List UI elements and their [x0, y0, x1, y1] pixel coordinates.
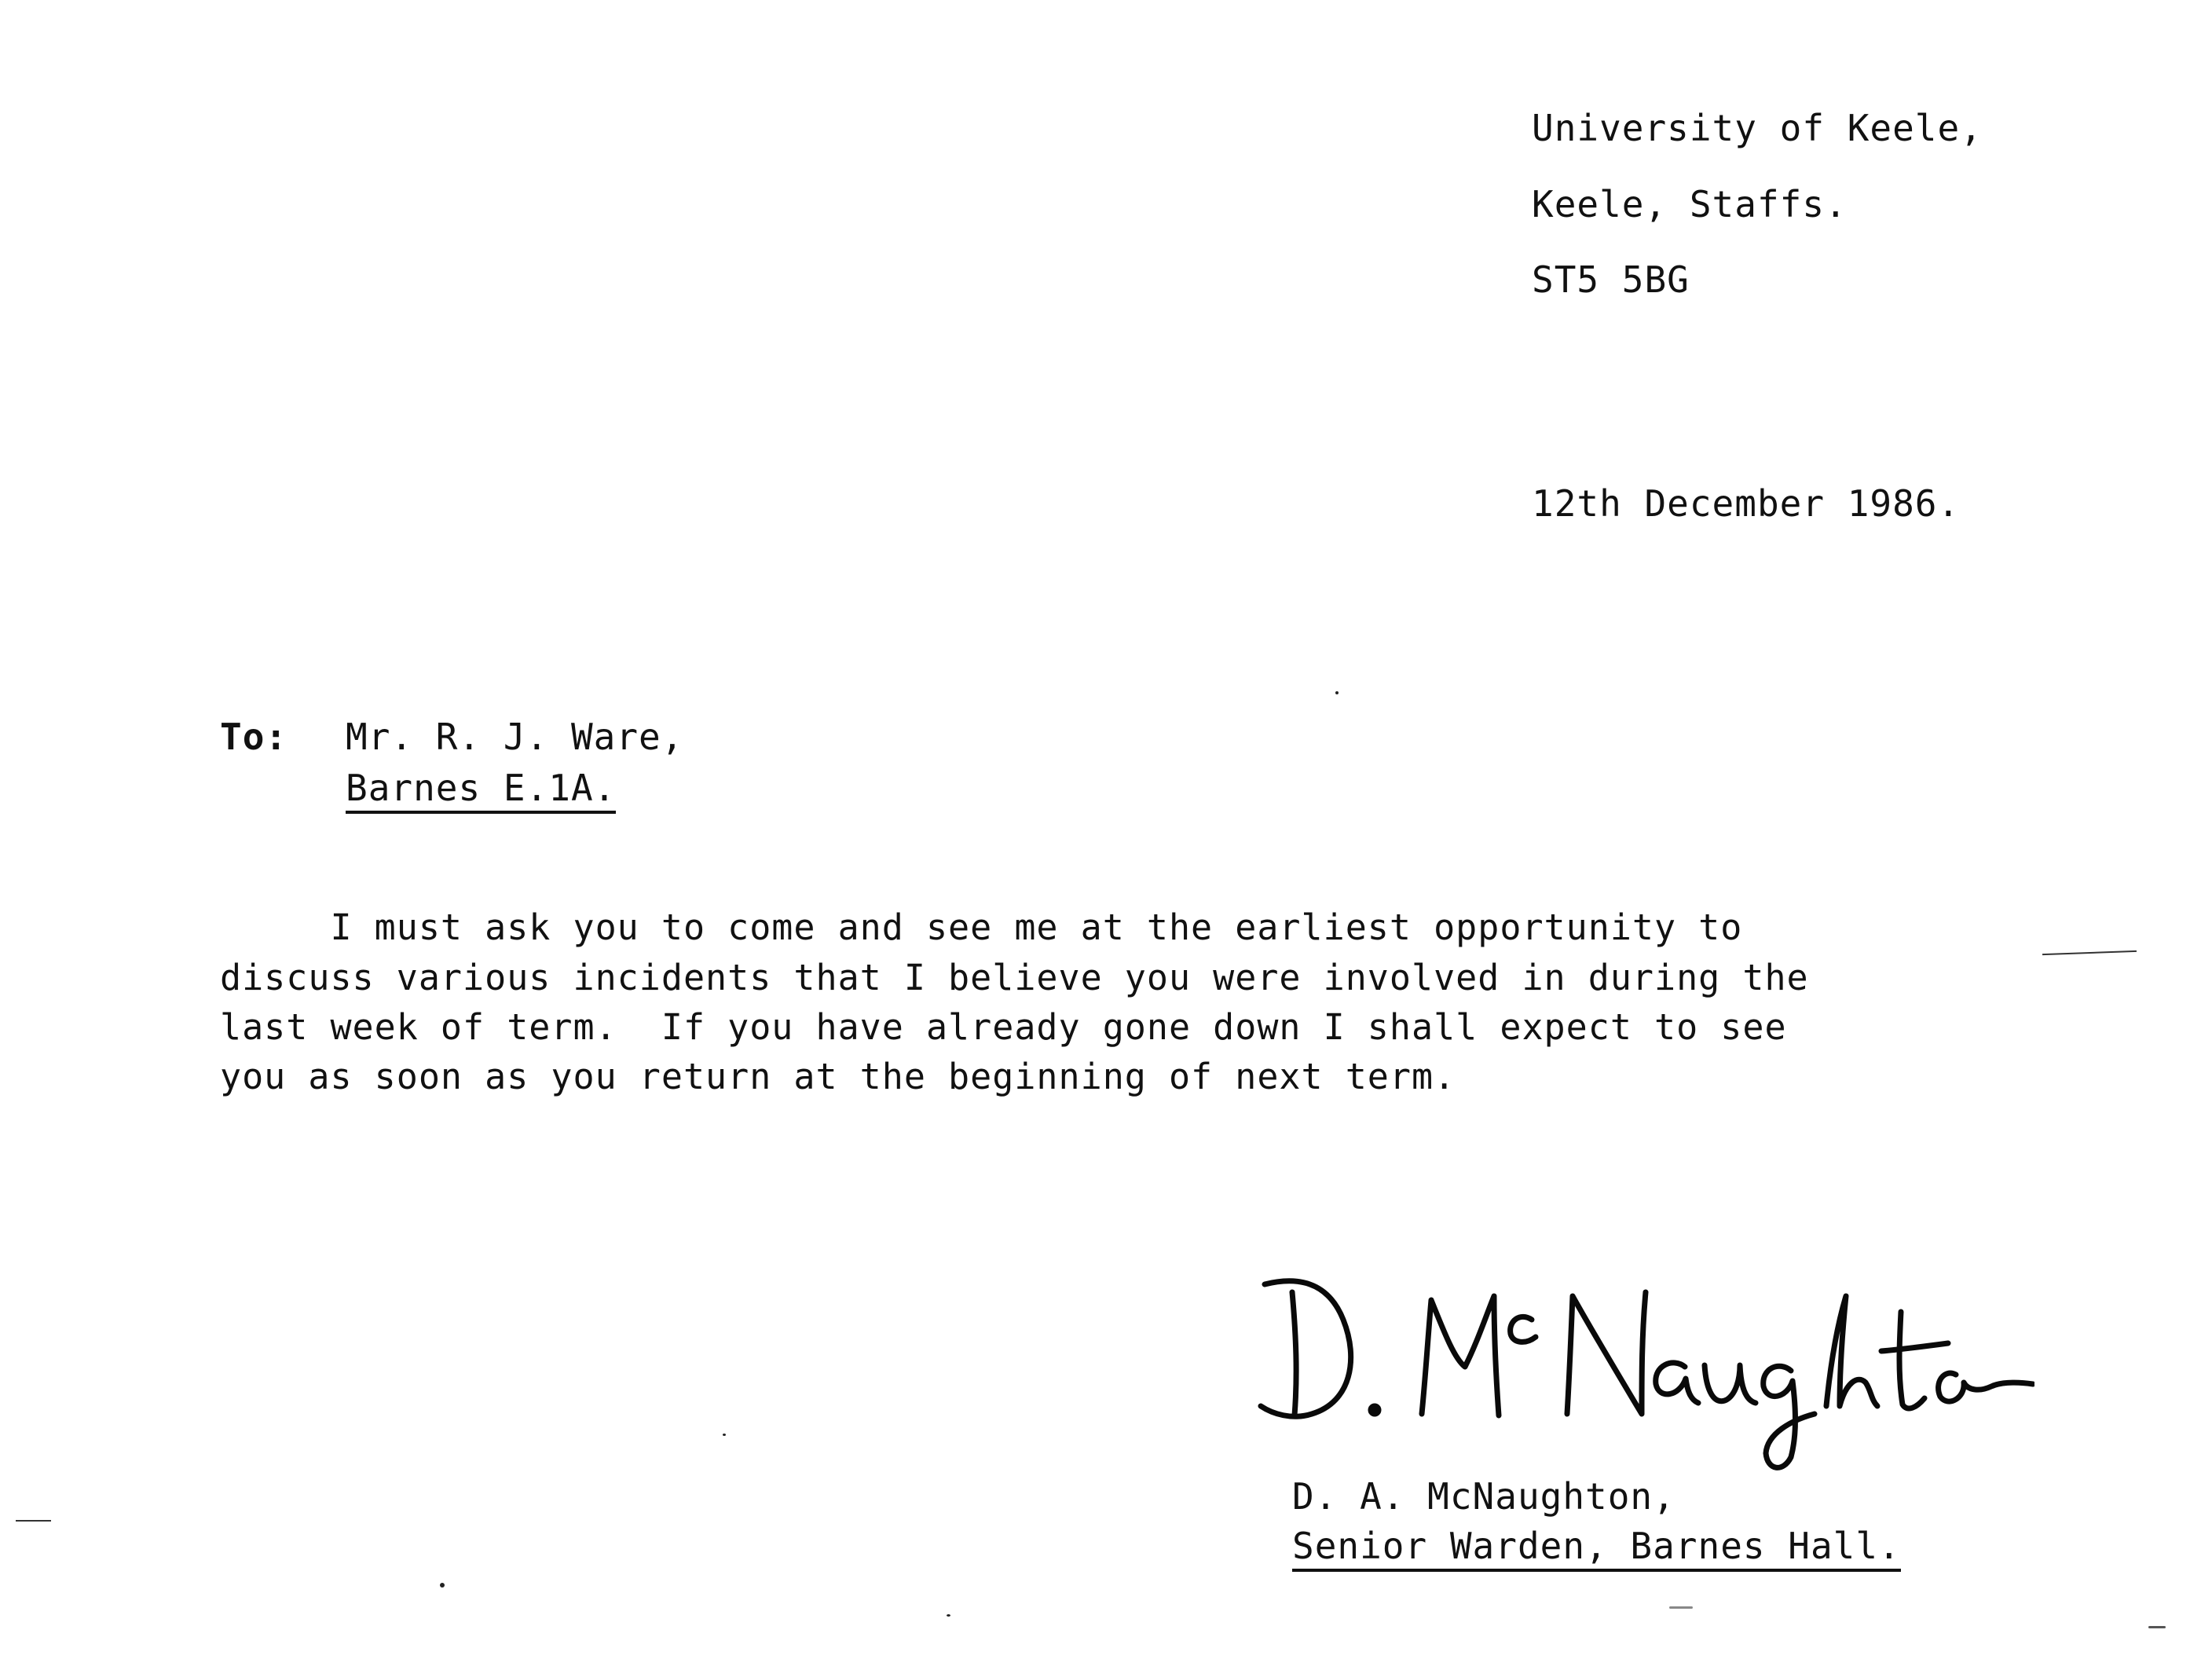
scan-speck: [2148, 1626, 2166, 1628]
recipient-room: Barnes E.1A.: [346, 770, 616, 814]
address-line-2: Keele, Staffs.: [1532, 183, 1848, 225]
scan-speck: [947, 1614, 950, 1617]
scan-speck: [1335, 691, 1339, 694]
scan-speck: [1669, 1606, 1693, 1609]
recipient-label: To:: [220, 716, 288, 758]
body-line-1: I must ask you to come and see me at the earliest opportunity to: [220, 906, 1743, 948]
signatory-title: Senior Warden, Barnes Hall.: [1292, 1528, 1901, 1572]
body-line-4: you as soon as you return at the beginning of next term.: [220, 1056, 1456, 1097]
body-line-3: last week of term. If you have already gone down I shall expect to see: [220, 1006, 1787, 1048]
letter-date: 12th December 1986.: [1532, 482, 1961, 525]
body-line-2: discuss various incidents that I believe you were involved in during the: [220, 957, 1809, 998]
handwritten-signature: [1249, 1265, 2034, 1477]
signatory-name: D. A. McNaughton,: [1292, 1475, 1675, 1518]
address-postcode: ST5 5BG: [1532, 258, 1690, 301]
scan-mark: [16, 1520, 51, 1522]
recipient-name: Mr. R. J. Ware,: [346, 716, 684, 758]
scan-speck: [440, 1583, 445, 1588]
address-line-1: University of Keele,: [1532, 107, 1983, 149]
scan-speck: [723, 1434, 726, 1436]
scan-mark: [2042, 950, 2137, 955]
